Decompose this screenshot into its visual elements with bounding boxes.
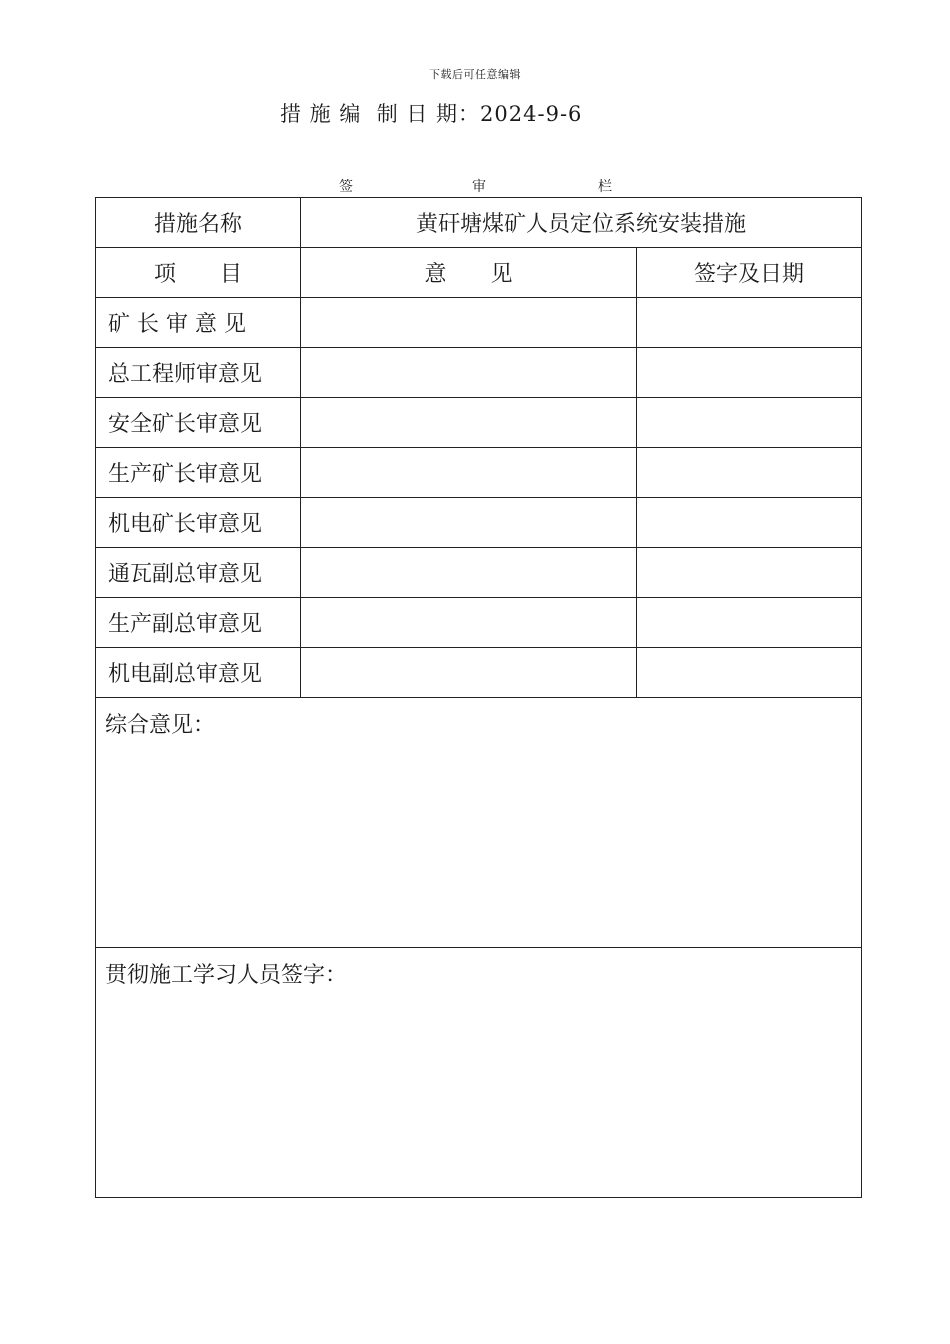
row-item-label: 机电副总审意见	[96, 648, 301, 698]
caption-char-sign: 签	[339, 179, 353, 195]
row-item-label: 通瓦副总审意见	[96, 548, 301, 598]
row-item-label: 生产矿长审意见	[96, 448, 301, 498]
learning-signature-cell[interactable]: 贯彻施工学习人员签字：	[96, 948, 862, 1198]
opinion-cell[interactable]	[301, 298, 637, 348]
signature-cell[interactable]	[637, 298, 862, 348]
signature-cell[interactable]	[637, 498, 862, 548]
opinion-cell[interactable]	[301, 498, 637, 548]
opinion-cell[interactable]	[301, 398, 637, 448]
compile-date-line: 措 施 编 制 日 期：2024-9-6	[280, 102, 583, 126]
row-item-label: 矿 长 审 意 见	[96, 298, 301, 348]
row-item-label: 安全矿长审意见	[96, 398, 301, 448]
summary-opinion-cell[interactable]: 综合意见：	[96, 698, 862, 948]
signature-cell[interactable]	[637, 648, 862, 698]
table-row	[96, 348, 862, 398]
measure-name-value: 黄矸塘煤矿人员定位系统安装措施	[301, 198, 862, 248]
row-item-label: 机电矿长审意见	[96, 498, 301, 548]
table-row	[96, 548, 862, 598]
measure-name-row	[96, 198, 862, 248]
signature-cell[interactable]	[637, 448, 862, 498]
signature-cell[interactable]	[637, 548, 862, 598]
signature-cell[interactable]	[637, 348, 862, 398]
table-row	[96, 648, 862, 698]
opinion-cell[interactable]	[301, 598, 637, 648]
signature-cell[interactable]	[637, 398, 862, 448]
row-item-label: 总工程师审意见	[96, 348, 301, 398]
opinion-cell[interactable]	[301, 348, 637, 398]
learning-row	[96, 948, 862, 1198]
table-row	[96, 598, 862, 648]
header-signature: 签字及日期	[637, 248, 862, 298]
table-row	[96, 398, 862, 448]
table-row	[96, 448, 862, 498]
row-item-label: 生产副总审意见	[96, 598, 301, 648]
summary-row	[96, 698, 862, 948]
review-sign-table	[95, 197, 862, 1198]
review-caption	[95, 176, 861, 196]
table-header-row	[96, 248, 862, 298]
opinion-cell[interactable]	[301, 648, 637, 698]
caption-char-column: 栏	[598, 179, 612, 195]
opinion-cell[interactable]	[301, 548, 637, 598]
header-item: 项 目	[96, 248, 301, 298]
measure-name-label: 措施名称	[96, 198, 301, 248]
header-opinion: 意 见	[301, 248, 637, 298]
opinion-cell[interactable]	[301, 448, 637, 498]
caption-char-review: 审	[472, 179, 486, 195]
header-note: 下载后可任意编辑	[429, 68, 521, 81]
table-row	[96, 498, 862, 548]
table-row	[96, 298, 862, 348]
signature-cell[interactable]	[637, 598, 862, 648]
